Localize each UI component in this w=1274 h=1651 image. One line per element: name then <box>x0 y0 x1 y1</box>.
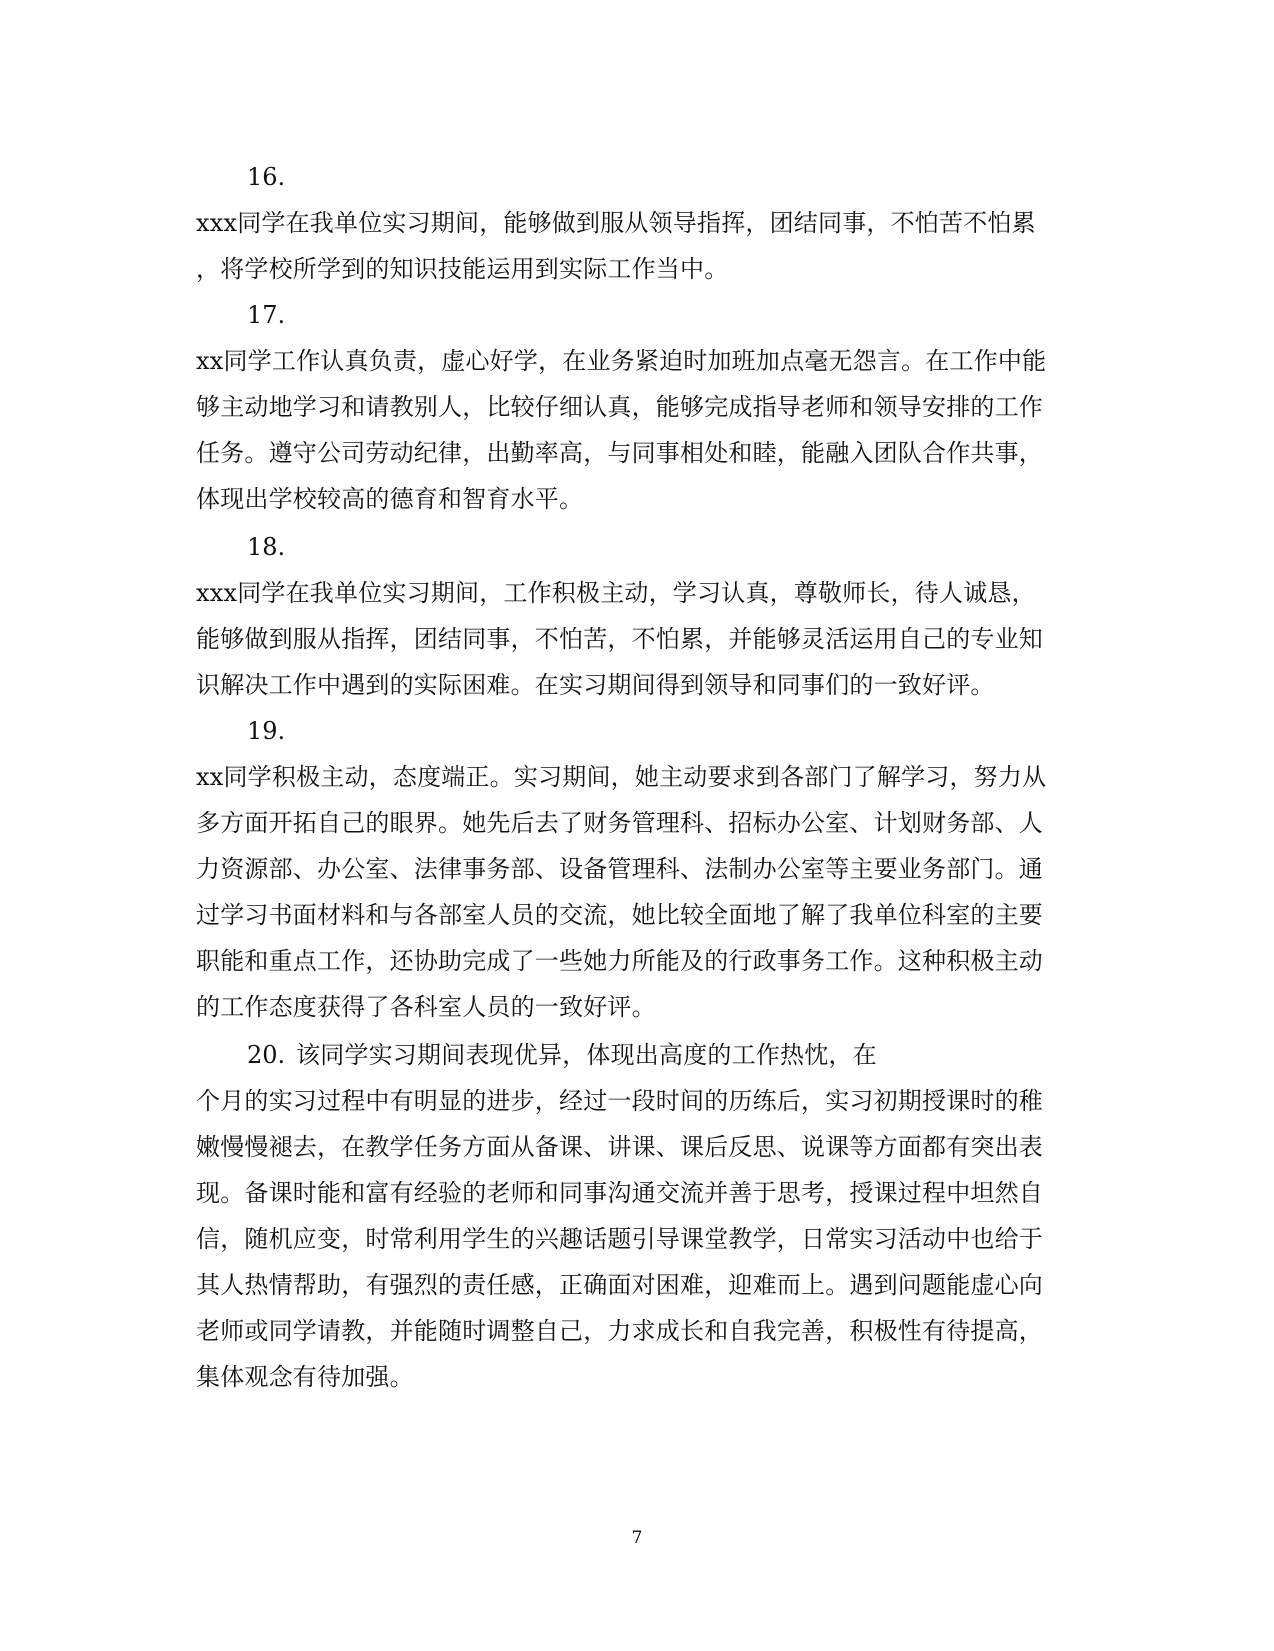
entry-number: 16. <box>247 163 286 191</box>
text-line: 多方面开拓自己的眼界。她先后去了财务管理科、招标办公室、计划财务部、人 <box>196 809 1043 837</box>
entry-number: 20. <box>247 1041 286 1069</box>
entry-number: 18. <box>247 533 286 561</box>
page-number: 7 <box>631 1528 643 1548</box>
text-line: 的工作态度获得了各科室人员的一致好评。 <box>196 993 656 1021</box>
text-line: 识解决工作中遇到的实际困难。在实习期间得到领导和同事们的一致好评。 <box>196 671 995 699</box>
text-line: 其人热情帮助，有强烈的责任感，正确面对困难，迎难而上。遇到问题能虚心向 <box>196 1271 1043 1299</box>
text-line: xxx同学在我单位实习期间，工作积极主动，学习认真，尊敬师长，待人诚恳， <box>196 579 1036 607</box>
text-line: 够主动地学习和请教别人，比较仔细认真，能够完成指导老师和领导安排的工作 <box>196 393 1043 421</box>
text-line: 个月的实习过程中有明显的进步，经过一段时间的历练后，实习初期授课时的稚 <box>196 1087 1043 1115</box>
text-line: xx同学积极主动，态度端正。实习期间，她主动要求到各部门了解学习，努力从 <box>196 763 1047 791</box>
text-line: 力资源部、办公室、法律事务部、设备管理科、法制办公室等主要业务部门。通 <box>196 855 1043 883</box>
text-line: ，将学校所学到的知识技能运用到实际工作当中。 <box>196 255 729 283</box>
text-line: 信，随机应变，时常利用学生的兴趣话题引导课堂教学，日常实习活动中也给于 <box>196 1225 1043 1253</box>
text-line: 老师或同学请教，并能随时调整自己，力求成长和自我完善，积极性有待提高， <box>196 1317 1043 1345</box>
text-line: 任务。遵守公司劳动纪律，出勤率高，与同事相处和睦，能融入团队合作共事， <box>196 439 1043 467</box>
text-line: 该同学实习期间表现优异，体现出高度的工作热忱，在 <box>296 1041 877 1069</box>
text-line: 体现出学校较高的德育和智育水平。 <box>196 485 584 513</box>
entry-number: 19. <box>247 717 286 745</box>
text-line: xxx同学在我单位实习期间，能够做到服从领导指挥，团结同事，不怕苦不怕累 <box>196 209 1036 237</box>
text-line: xx同学工作认真负责，虚心好学，在业务紧迫时加班加点毫无怨言。在工作中能 <box>196 347 1047 375</box>
text-line: 嫩慢慢褪去，在教学任务方面从备课、讲课、课后反思、说课等方面都有突出表 <box>196 1133 1043 1161</box>
text-line: 现。备课时能和富有经验的老师和同事沟通交流并善于思考，授课过程中坦然自 <box>196 1179 1043 1207</box>
text-line: 能够做到服从指挥，团结同事，不怕苦，不怕累，并能够灵活运用自己的专业知 <box>196 625 1043 653</box>
text-line: 过学习书面材料和与各部室人员的交流，她比较全面地了解了我单位科室的主要 <box>196 901 1043 929</box>
text-line: 职能和重点工作，还协助完成了一些她力所能及的行政事务工作。这种积极主动 <box>196 947 1043 975</box>
entry-number: 17. <box>247 301 286 329</box>
text-line: 集体观念有待加强。 <box>196 1363 414 1391</box>
